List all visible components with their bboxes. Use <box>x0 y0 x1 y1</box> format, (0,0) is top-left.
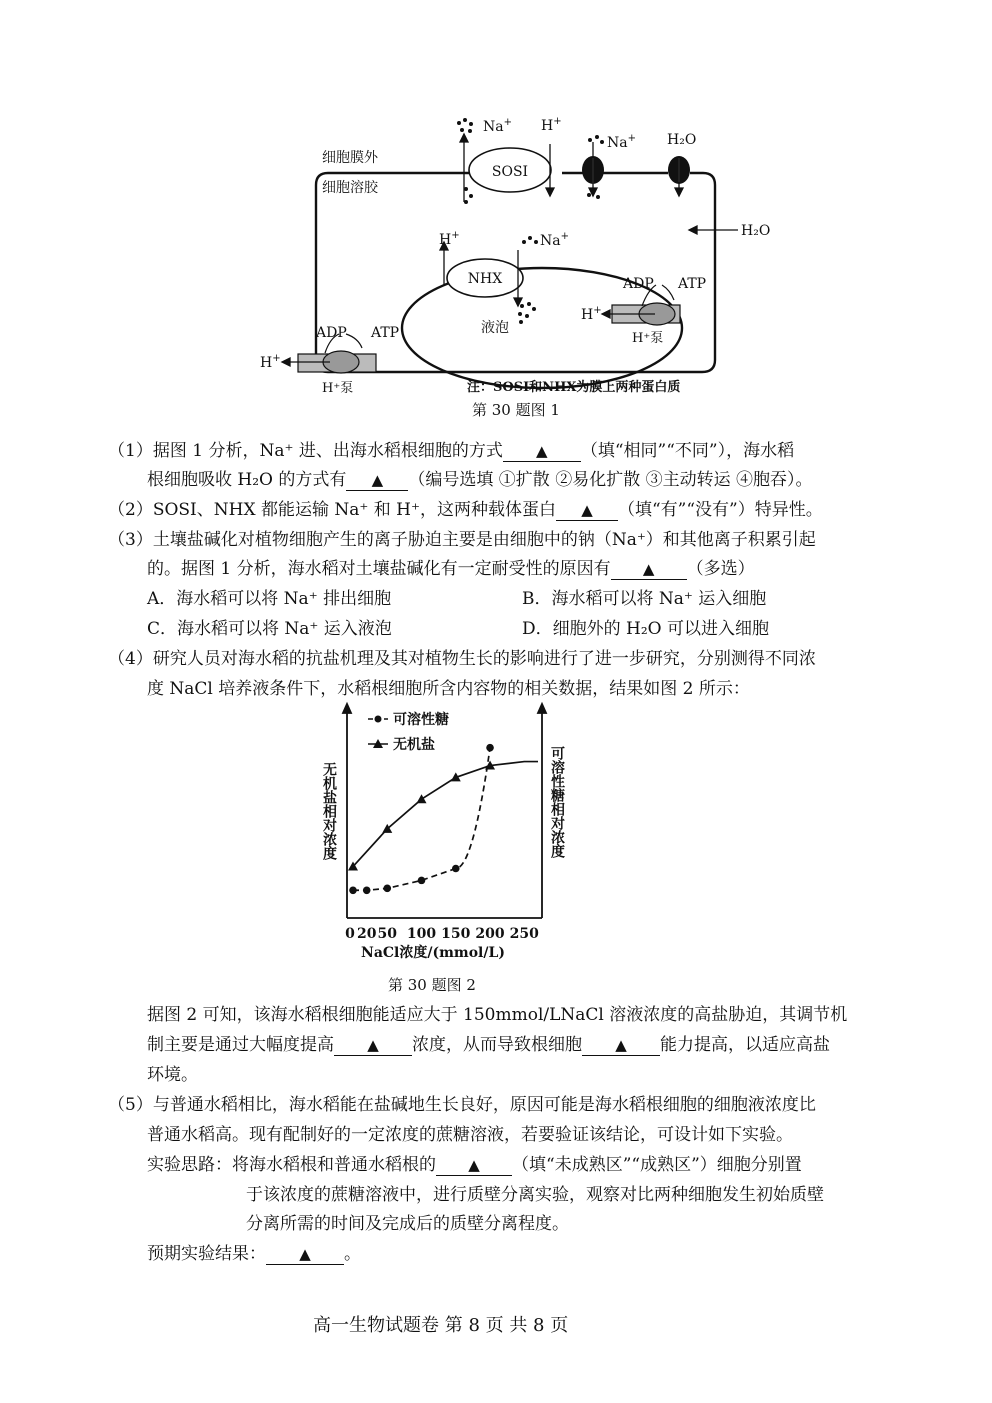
q3-option-c: C．海水稻可以将 Na⁺ 运入液泡 <box>147 619 392 639</box>
figure-2-caption: 第 30 题图 2 <box>388 976 476 994</box>
q4-after-line-3: 环境。 <box>147 1065 198 1085</box>
q3-option-b: B．海水稻可以将 Na⁺ 运入细胞 <box>522 589 767 609</box>
atp-label-vacuole: ATP <box>678 276 707 292</box>
figure-1-cell-diagram <box>250 110 770 400</box>
h-label-nhx: H+ <box>439 230 460 248</box>
h2o-label-top: H₂O <box>667 132 697 148</box>
answer-blank[interactable]: ▲ <box>266 1244 344 1265</box>
answer-blank[interactable]: ▲ <box>611 559 687 580</box>
data-point-sugar <box>418 877 426 885</box>
q3-line-2: 的。据图 1 分析，海水稻对土壤盐碱化有一定耐受性的原因有 ▲ （多选） <box>147 559 755 579</box>
figure-1-note: 注：SOSI和NHX为膜上两种蛋白质 <box>467 380 681 395</box>
adp-label-vacuole: ADP <box>623 276 654 292</box>
q5-idea-line-3: 分离所需的时间及完成后的质壁分离程度。 <box>246 1214 569 1234</box>
series-line-0 <box>353 748 490 891</box>
answer-blank[interactable]: ▲ <box>503 441 581 462</box>
figure-2-chart <box>315 700 575 968</box>
data-point-sugar <box>349 886 357 894</box>
q4-line-2: 度 NaCl 培养液条件下，水稻根细胞所含内容物的相关数据，结果如图 2 所示： <box>147 679 750 699</box>
x-tick-label: 20 <box>356 926 377 942</box>
answer-blank[interactable]: ▲ <box>582 1035 660 1056</box>
q4-after-line-1: 据图 2 可知，该海水稻根细胞能适应大于 150mmol/LNaCl 溶液浓度的高盐胁迫，其调节机 <box>147 1005 848 1025</box>
na-label-nhx: Na+ <box>540 231 569 249</box>
answer-blank[interactable]: ▲ <box>334 1035 412 1056</box>
q5-idea-line-1: 实验思路：将海水稻根和普通水稻根的 ▲ （填“未成熟区”“成熟区”）细胞分别置 <box>147 1155 802 1175</box>
data-point-salt <box>417 794 427 803</box>
chart-ylabel-left: 无机盐相对浓度 <box>321 762 337 860</box>
h-label-top: H+ <box>541 116 562 134</box>
chart-xlabel: NaCl浓度/(mmol/L) <box>361 945 505 961</box>
q3-option-d: D．细胞外的 H₂O 可以进入细胞 <box>522 619 770 639</box>
answer-blank[interactable]: ▲ <box>556 500 618 521</box>
chart-legend <box>368 711 449 753</box>
q5-result-line: 预期实验结果： ▲ 。 <box>147 1244 361 1264</box>
atp-label-membrane: ATP <box>371 325 400 341</box>
nhx-label: NHX <box>467 271 503 287</box>
data-point-sugar <box>486 744 494 752</box>
page-footer: 高一生物试题卷 第 8 页 共 8 页 <box>313 1315 569 1336</box>
outside-membrane-label: 细胞膜外 <box>322 150 378 166</box>
pump-label-membrane: H⁺泵 <box>322 381 354 396</box>
na-label-top-left: Na+ <box>483 117 512 135</box>
x-tick-label: 250 <box>509 926 539 942</box>
legend-label-sugar: 可溶性糖 <box>393 712 449 728</box>
q5-idea-line-2: 于该浓度的蔗糖溶液中，进行质壁分离实验，观察对比两种细胞发生初始质壁 <box>246 1185 824 1205</box>
data-point-sugar <box>383 885 391 893</box>
q4-line-1: （4）研究人员对海水稻的抗盐机理及其对植物生长的影响进行了进一步研究，分别测得不同浓 <box>108 649 816 669</box>
data-point-sugar <box>452 865 460 873</box>
q1-line-2: 根细胞吸收 H₂O 的方式有 ▲ （编号选填 ①扩散 ②易化扩散 ③主动转运 ④胞吞）。 <box>147 470 813 490</box>
x-tick-label: 100 <box>406 926 437 942</box>
q1-line-1: （1）据图 1 分析，Na⁺ 进、出海水稻根细胞的方式 ▲ （填“相同”“不同”），海水稻 <box>108 441 795 461</box>
figure-1-caption: 第 30 题图 1 <box>472 401 560 419</box>
h2o-label-right: H₂O <box>741 223 770 239</box>
h-label-vacuole-pump: H+ <box>581 305 602 323</box>
q5-line-1: （5）与普通水稻相比，海水稻能在盐碱地生长良好，原因可能是海水稻根细胞的细胞液浓度比 <box>108 1095 816 1115</box>
q3-line-1: （3）土壤盐碱化对植物细胞产生的离子胁迫主要是由细胞中的钠（Na⁺）和其他离子积累引起 <box>108 530 816 550</box>
q4-after-line-2: 制主要是通过大幅度提高 ▲ 浓度，从而导致根细胞 ▲ 能力提高，以适应高盐 <box>147 1035 830 1055</box>
legend-label-salt: 无机盐 <box>393 737 435 753</box>
series-line-1 <box>353 762 538 867</box>
x-tick-label: 50 <box>377 926 398 942</box>
na-label-top-right: Na+ <box>607 133 636 151</box>
answer-blank[interactable]: ▲ <box>436 1155 512 1176</box>
q2-line-1: （2）SOSI、NHX 都能运输 Na⁺ 和 H⁺，这两种载体蛋白 ▲ （填“有”“没有”）特异性。 <box>108 500 823 520</box>
sosi-label: SOSI <box>491 164 529 180</box>
h-label-membrane-pump: H+ <box>260 353 281 371</box>
x-tick-label: 150 <box>441 926 471 942</box>
q3-option-a: A．海水稻可以将 Na⁺ 排出细胞 <box>147 589 392 609</box>
pump-label-vacuole: H⁺泵 <box>632 331 664 346</box>
cytosol-label: 细胞溶胶 <box>322 180 378 196</box>
data-point-sugar <box>363 886 371 894</box>
answer-blank[interactable]: ▲ <box>346 470 408 491</box>
vacuole-label: 液泡 <box>481 320 509 336</box>
x-tick-label: 200 <box>475 926 505 942</box>
adp-label-membrane: ADP <box>316 325 347 341</box>
chart-ylabel-right: 可溶性糖相对浓度 <box>549 746 565 858</box>
x-tick-label: 0 <box>345 926 355 942</box>
q5-line-2: 普通水稻高。现有配制好的一定浓度的蔗糖溶液，若要验证该结论，可设计如下实验。 <box>147 1125 793 1145</box>
